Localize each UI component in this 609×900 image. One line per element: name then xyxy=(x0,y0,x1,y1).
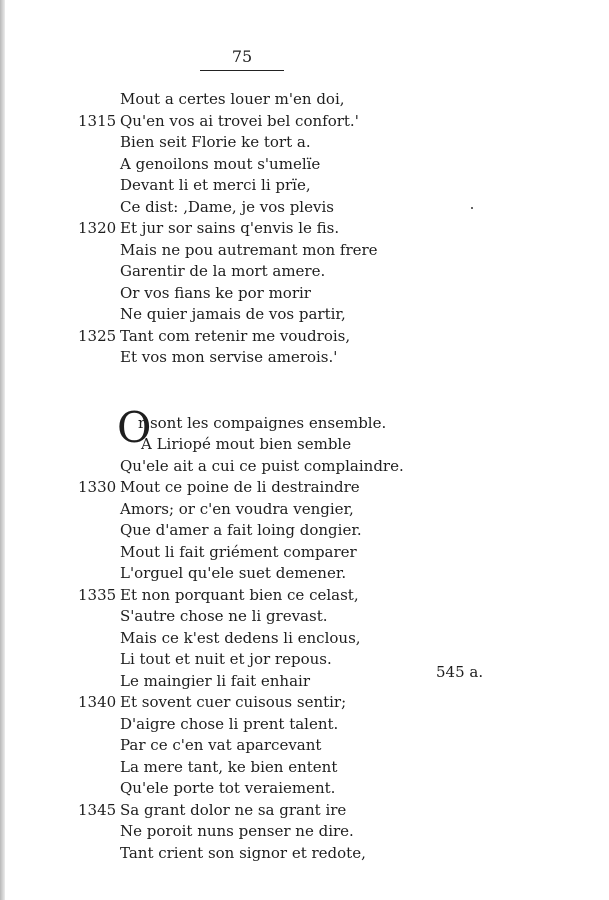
verse-line: Et jur sor sains q'envis le fis. xyxy=(120,219,340,237)
verse-line: Par ce c'en vat aparcevant xyxy=(120,736,322,754)
line-number: 1315 xyxy=(78,111,117,130)
verse-line: Mout ce poine de li destraindre xyxy=(120,478,360,496)
line-number: 1345 xyxy=(78,800,117,819)
page-edge-shadow xyxy=(0,0,5,900)
verse-line: L'orguel qu'ele suet demener. xyxy=(120,564,347,582)
verse-line: Bien seit Florie ke tort a. xyxy=(120,133,311,151)
verse-line: Et sovent cuer cuisous sentir; xyxy=(120,693,347,711)
verse-line: Qu'ele ait a cui ce puist complaindre. xyxy=(120,456,404,475)
verse-line: Et vos mon servise amerois.' xyxy=(120,348,338,366)
verse-line: Devant li et merci li prïe, xyxy=(120,176,311,194)
verse-line: Ne poroit nuns penser ne dire. xyxy=(120,822,354,840)
verse-line: La mere tant, ke bien entent xyxy=(120,757,338,776)
line-number: 1340 xyxy=(78,693,117,711)
line-number: 1335 xyxy=(78,585,117,604)
verse-line: A Liriopé mout bien semble xyxy=(141,435,352,453)
line-number: 1330 xyxy=(78,478,117,496)
verse-line: Garentir de la mort amere. xyxy=(120,262,326,280)
verse-line: Que d'amer a fait loing dongier. xyxy=(120,521,362,539)
verse-line: Le maingier li fait enhair xyxy=(120,671,311,690)
verse-line: Tant crient son signor et redote, xyxy=(120,843,366,862)
line-number: 1320 xyxy=(78,219,117,237)
verse-line: Et non porquant bien ce celast, xyxy=(120,585,359,604)
header-rule xyxy=(200,70,284,71)
page-number: 75 xyxy=(231,47,253,66)
verse-line: Amors; or c'en voudra vengier, xyxy=(120,499,354,518)
verse-line: Qu'ele porte tot veraiement. xyxy=(120,779,336,797)
verse-line: Ne quier jamais de vos partir, xyxy=(120,305,346,323)
verse-line: Mout a certes louer m'en doi, xyxy=(120,90,345,108)
verse-line-first: r sont les compaignes ensemble. xyxy=(138,414,387,432)
verse-line: Qu'en vos ai trovei bel confort.' xyxy=(120,111,359,130)
ink-speck xyxy=(471,207,473,209)
verse-line: A genoilons mout s'umelïe xyxy=(120,154,321,173)
verse-line: Or vos fians ke por morir xyxy=(120,283,311,302)
verse-line: Tant com retenir me voudrois, xyxy=(120,326,351,345)
verse-line: Ce dist: ‚Dame, je vos plevis xyxy=(120,197,334,216)
verse-line: Mout li fait griément comparer xyxy=(120,542,357,561)
line-number: 1325 xyxy=(78,326,117,345)
verse-line: Li tout et nuit et jor repous. xyxy=(120,650,332,668)
verse-line: Sa grant dolor ne sa grant ire xyxy=(120,800,347,819)
verse-line: Mais ce k'est dedens li enclous, xyxy=(120,628,361,647)
drop-cap-initial: O xyxy=(117,403,152,452)
margin-folio-note: 545 a. xyxy=(436,663,484,681)
verse-line: Mais ne pou autremant mon frere xyxy=(120,240,378,259)
verse-line: D'aigre chose li prent talent. xyxy=(120,714,339,733)
verse-line: S'autre chose ne li grevast. xyxy=(120,607,328,625)
